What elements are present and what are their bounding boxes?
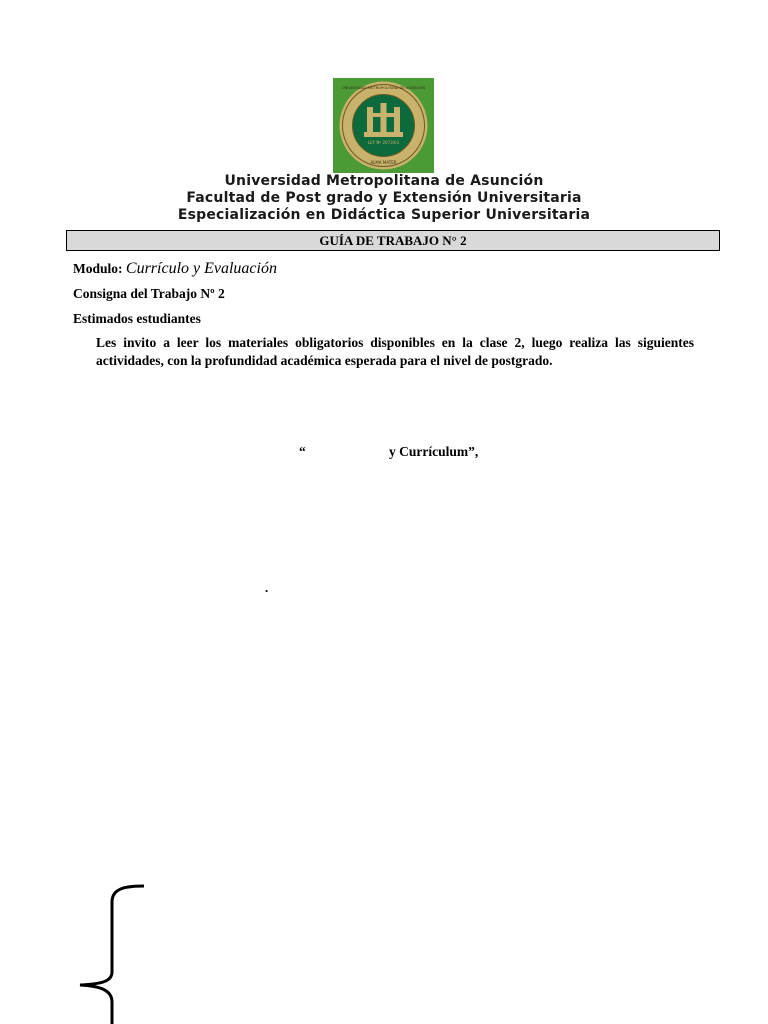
module-value: Currículo y Evaluación [125,260,277,277]
faculty-name: Facultad de Post grado y Extensión Universitaria [186,190,582,206]
module-label: Modulo: [73,261,126,276]
university-name: Universidad Metropolitana de Asunción [224,173,544,189]
svg-text:UNIVERSIDAD METROPOLITANA DE A: UNIVERSIDAD METROPOLITANA DE ASUNCIÓN [342,86,425,90]
curly-brace-shape [74,880,154,1024]
quote-text: y Currículum”, [389,444,479,459]
university-logo [333,78,434,173]
guide-title: GUÍA DE TRABAJO N° 2 [66,230,720,251]
instructions-paragraph: Les invito a leer los materiales obligatorios disponibles en la clase 2, luego realiza las siguientes actividades, con la profundidad académica esperada para el nivel de postgrado. [96,335,694,368]
greeting: Estimados estudiantes [73,311,201,326]
assignment-heading: Consigna del Trabajo Nº 2 [73,286,225,301]
svg-text:LEY Nº 2073/03: LEY Nº 2073/03 [367,140,400,145]
specialization-name: Especialización en Didáctica Superior Universitaria [177,207,591,223]
period-mark: . [265,580,269,595]
institution-header [0,173,768,224]
module-line [73,260,277,278]
svg-text:ALMA MATER: ALMA MATER [370,160,397,165]
quote-open-mark: “ [299,444,306,459]
